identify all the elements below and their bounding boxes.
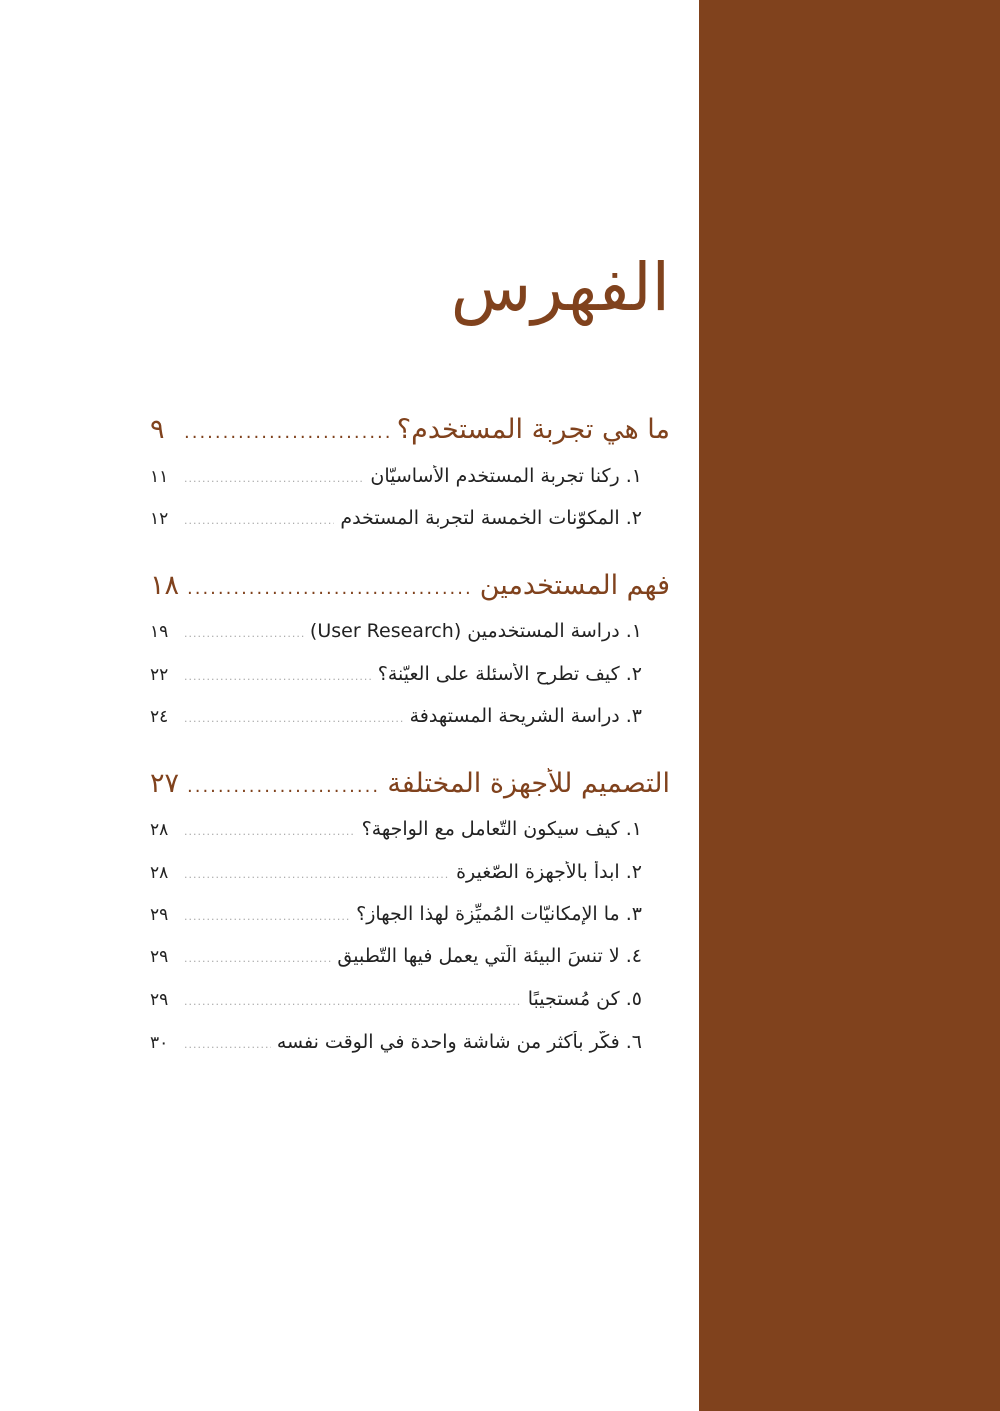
toc-page-number: ١١ <box>150 467 169 487</box>
toc-entry-label: ٢. ابدأ بالأجهزة الصّغيرة <box>456 861 642 883</box>
table-of-contents <box>150 0 670 1411</box>
toc-entry[interactable] <box>150 1031 642 1061</box>
toc-section-1[interactable] <box>150 414 670 454</box>
toc-page-number: ٩ <box>150 414 165 445</box>
toc-page-number: ٢٩ <box>150 947 169 967</box>
toc-entry-label: ٥. كن مُستجيبًا <box>527 988 642 1010</box>
toc-entry[interactable] <box>150 620 642 650</box>
toc-page-number: ١٩ <box>150 622 169 642</box>
toc-entry-label: ٦. فكّر بأكثر من شاشة واحدة في الوقت نفسه <box>276 1031 642 1053</box>
toc-entry-label: ٢. كيف تطرح الأسئلة على العيّنة؟ <box>377 663 642 685</box>
toc-page-number: ٢٨ <box>150 820 169 840</box>
dot-leader <box>184 952 331 965</box>
dot-leader <box>184 1038 271 1051</box>
dot-leader <box>184 868 450 881</box>
dot-leader <box>184 995 522 1008</box>
toc-entry-label: ٤. لا تنسَ البيئة الّتي يعمل فيها التّطبيق <box>337 945 642 967</box>
dot-leader <box>184 712 404 725</box>
toc-entry-label: ١. دراسة المستخدمين (User Research) <box>309 620 642 642</box>
toc-page-number: ٣٠ <box>150 1033 169 1053</box>
dot-leader <box>184 422 391 443</box>
toc-entry[interactable] <box>150 663 642 693</box>
dot-leader <box>184 627 304 640</box>
toc-section-title: التصميم للأجهزة المختلفة <box>387 768 670 799</box>
toc-entry-label: ٢. المكوّنات الخمسة لتجربة المستخدم <box>340 507 642 529</box>
toc-page-number: ١٨ <box>150 570 180 601</box>
toc-page-number: ٢٢ <box>150 665 169 685</box>
toc-entry[interactable] <box>150 861 642 891</box>
toc-entry[interactable] <box>150 903 642 933</box>
dot-leader <box>187 776 381 797</box>
toc-page-number: ٢٤ <box>150 707 169 727</box>
dot-leader <box>184 825 356 838</box>
toc-section-title: ما هي تجربة المستخدم؟ <box>396 414 670 445</box>
toc-entry[interactable] <box>150 705 642 735</box>
toc-section-3[interactable] <box>150 768 670 808</box>
toc-entry[interactable] <box>150 945 642 975</box>
decorative-sidebar <box>699 0 1000 1411</box>
page-title: الفهرس <box>450 249 670 326</box>
toc-entry[interactable] <box>150 507 642 537</box>
dot-leader <box>187 578 474 599</box>
toc-entry-label: ٣. ما الإمكانيّات المُميِّزة لهذا الجهاز؟ <box>356 903 642 925</box>
toc-page-number: ١٢ <box>150 509 169 529</box>
toc-entry-label: ١. ركنا تجربة المستخدم الأساسيّان <box>370 465 642 487</box>
toc-entry-label: ٣. دراسة الشريحة المستهدفة <box>409 705 642 727</box>
toc-entry[interactable] <box>150 465 642 495</box>
toc-entry[interactable] <box>150 988 642 1018</box>
dot-leader <box>184 514 334 527</box>
toc-section-2[interactable] <box>150 570 670 610</box>
dot-leader <box>184 670 372 683</box>
dot-leader <box>184 472 364 485</box>
dot-leader <box>184 910 350 923</box>
toc-page-number: ٢٩ <box>150 990 169 1010</box>
toc-page-number: ٢٩ <box>150 905 169 925</box>
toc-page-number: ٢٧ <box>150 768 180 799</box>
toc-page-number: ٢٨ <box>150 863 169 883</box>
toc-entry[interactable] <box>150 818 642 848</box>
toc-entry-label: ١. كيف سيكون التّعامل مع الواجهة؟ <box>361 818 642 840</box>
toc-section-title: فهم المستخدمين <box>479 570 670 601</box>
